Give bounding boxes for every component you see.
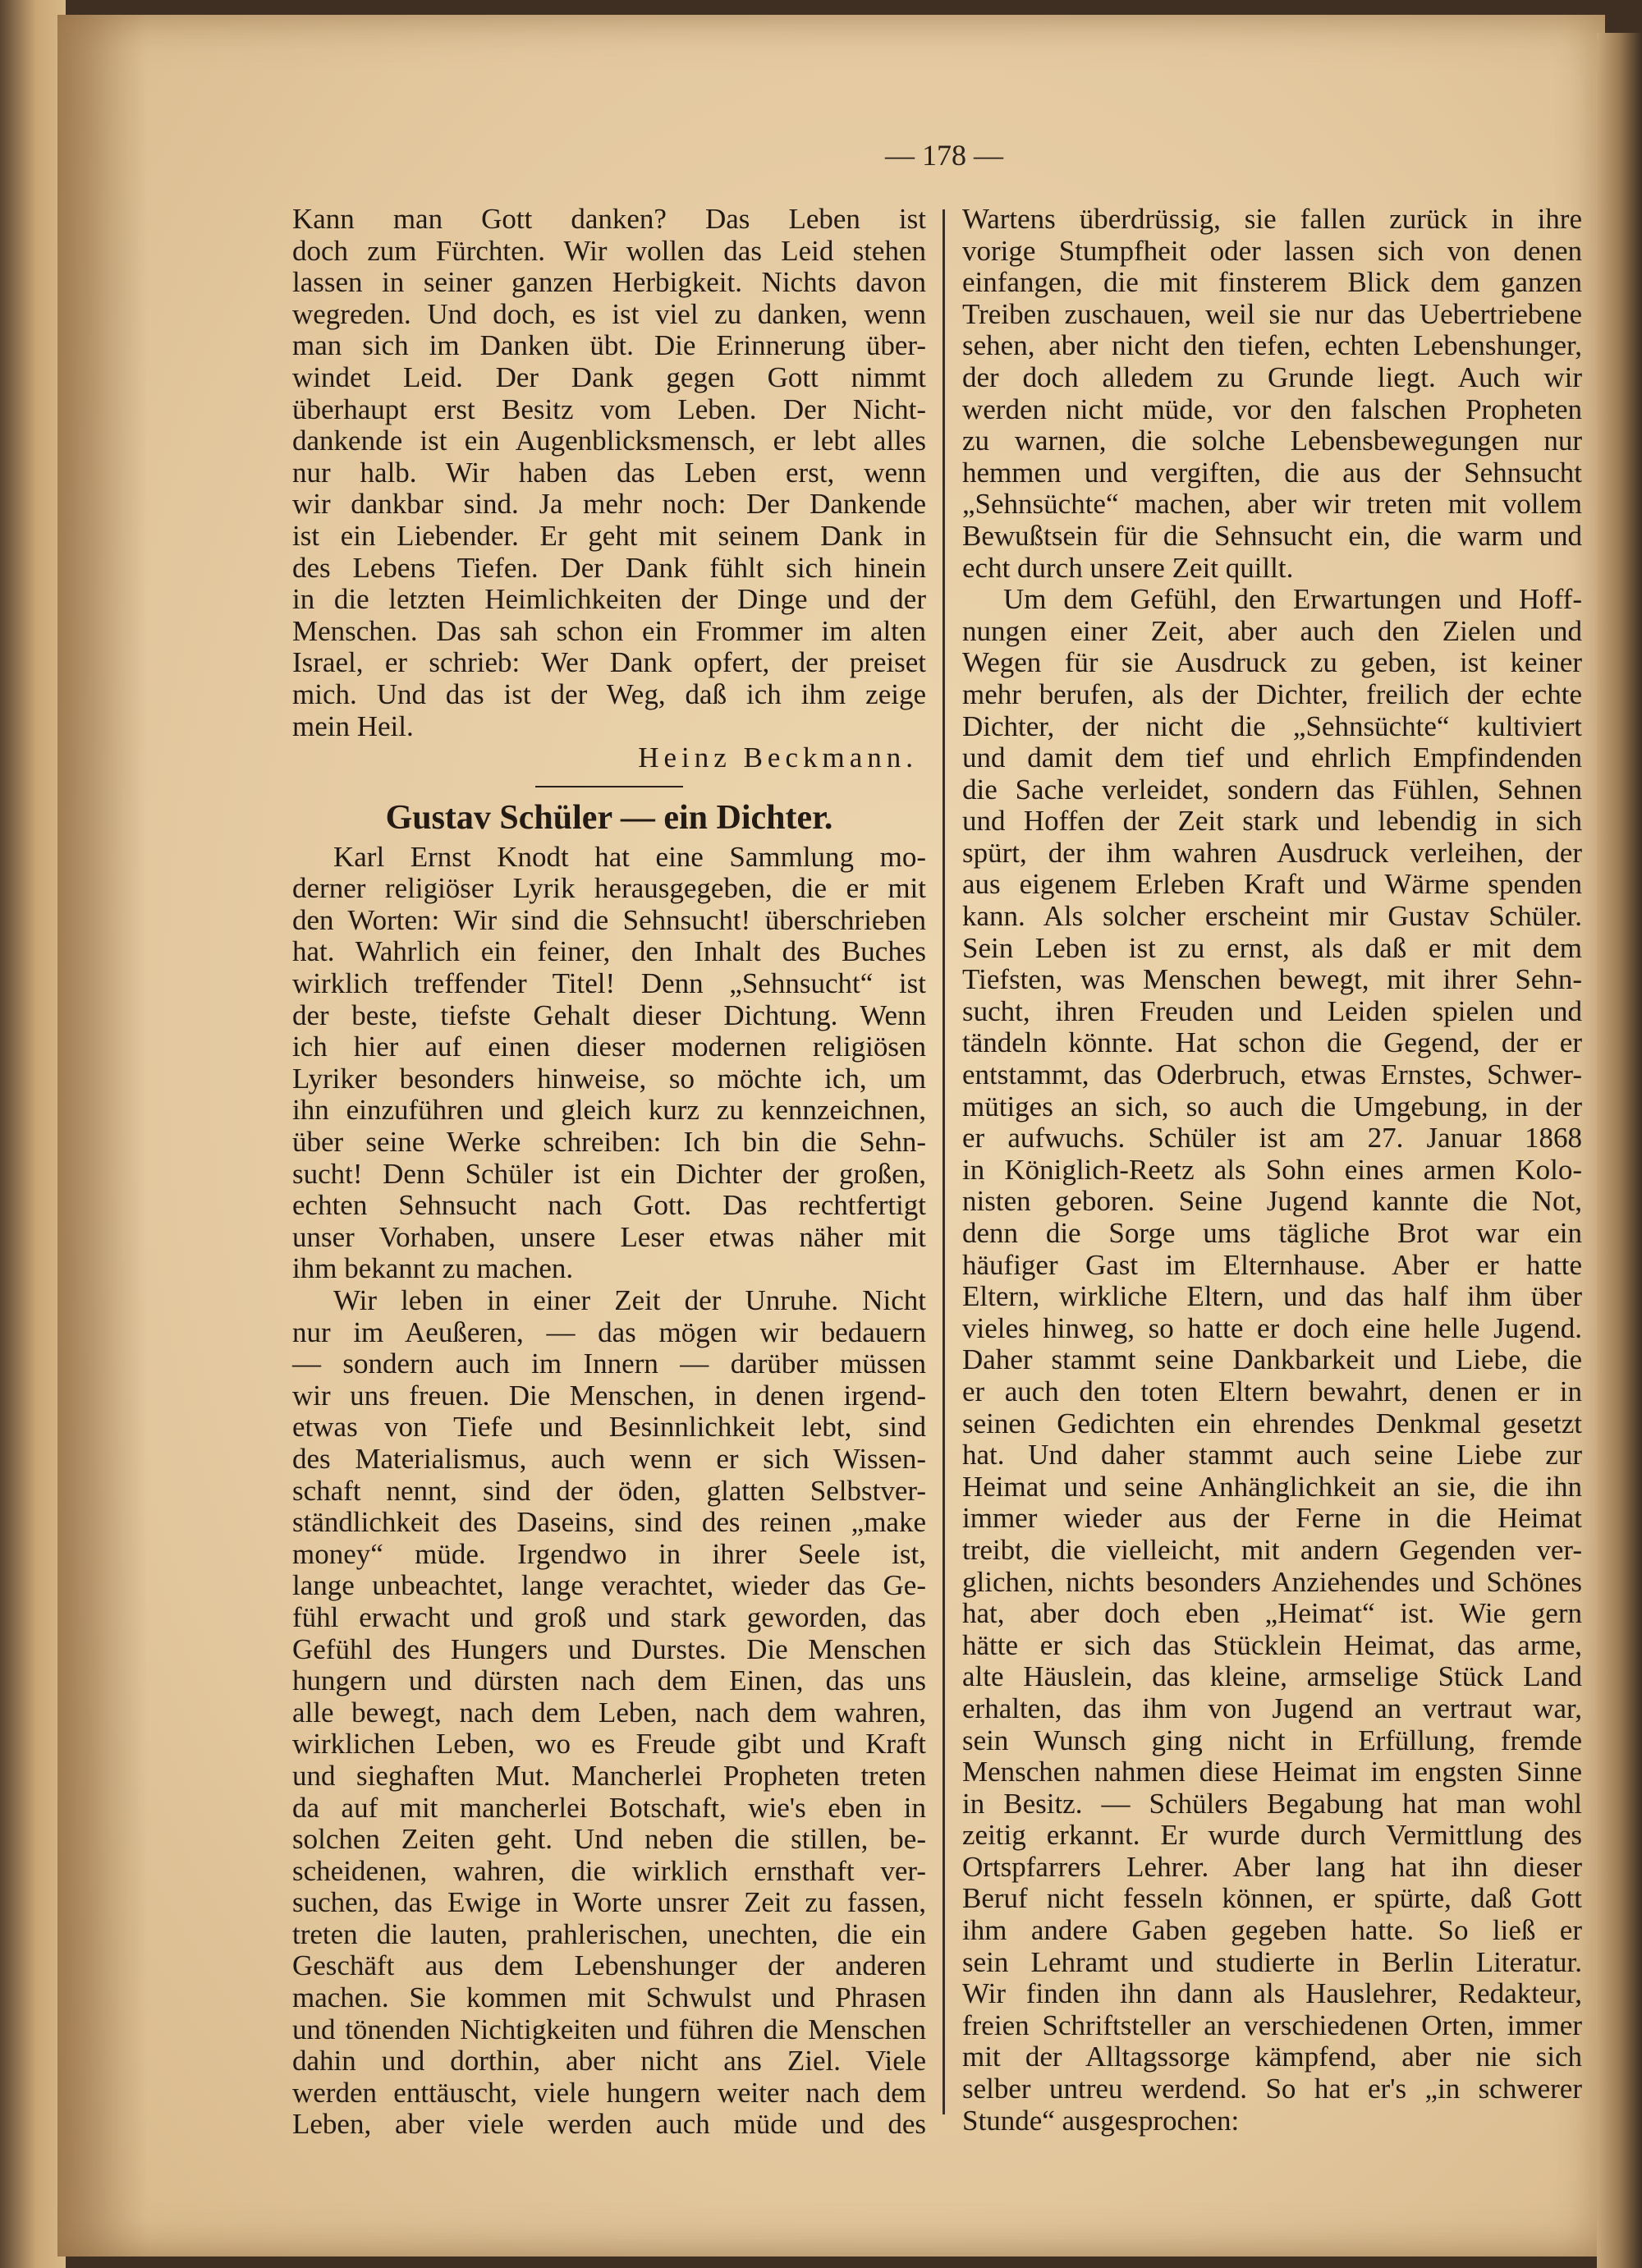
text-line: in Königlich-Reetz als Sohn eines armen Kolo- — [962, 1153, 1582, 1186]
text-line: Eltern, wirkliche Eltern, und das half ihm über — [962, 1280, 1582, 1313]
text-line: selber untreu werdend. So hat er's „in schwerer — [962, 2073, 1582, 2105]
text-line: nungen einer Zeit, aber auch den Zielen und — [962, 614, 1582, 647]
text-line: Tiefsten, was Menschen bewegt, mit ihrer Sehn- — [962, 963, 1582, 996]
text-line: aus eigenem Erleben Kraft und Wärme spenden — [962, 868, 1582, 901]
text-line: spürt, der ihm wahren Ausdruck verleihen, der — [962, 836, 1582, 869]
text-line: erhalten, das ihm von Jugend an vertraut war, — [962, 1692, 1582, 1724]
text-line: hat, aber doch eben „Heimat“ ist. Wie gern — [962, 1597, 1582, 1630]
intro-paragraph — [292, 204, 926, 742]
text-line: etwas von Tiefe und Besinnlichkeit lebt, sind — [292, 1411, 926, 1444]
text-line: in Besitz. — Schülers Begabung hat man wohl — [962, 1787, 1582, 1820]
text-line: denn die Sorge ums tägliche Brot war ein — [962, 1217, 1582, 1249]
text-line: Treiben zuschauen, weil sie nur das Uebertriebene — [962, 297, 1582, 330]
text-line: echten Sehnsucht nach Gott. Das rechtfertigt — [292, 1189, 926, 1222]
text-line: Menschen nahmen diese Heimat im engsten Sinne — [962, 1756, 1582, 1788]
text-line: ihm andere Gaben gegeben hatte. So ließ er — [962, 1914, 1582, 1947]
text-line: sein Lehramt und studierte in Berlin Literatur. — [962, 1945, 1582, 1978]
text-line: treibt, die vielleicht, mit andern Gegenden ver- — [962, 1533, 1582, 1566]
text-line: suchen, das Ewige in Worte unsrer Zeit zu fassen, — [292, 1886, 926, 1919]
text-line: den Worten: Wir sind die Sehnsucht! überschrieben — [292, 903, 926, 936]
text-line: hat. Wahrlich ein feiner, den Inhalt des Buches — [292, 935, 926, 968]
text-line: hätte er sich das Stücklein Heimat, das arme, — [962, 1628, 1582, 1661]
text-line: wir uns freuen. Die Menschen, in denen irgend- — [292, 1379, 926, 1412]
author-signature: Heinz Beckmann. — [638, 741, 918, 774]
text-line: Bewußtsein für die Sehnsucht ein, die warm und — [962, 519, 1582, 552]
text-line: der doch alledem zu Grunde liegt. Auch wir — [962, 360, 1582, 393]
book-binding — [0, 0, 66, 2268]
text-line: wirklichen Leben, wo es Freude gibt und Kraft — [292, 1728, 926, 1761]
text-line: wir dankbar sind. Ja mehr noch: Der Dankende — [292, 488, 926, 521]
text-line: werden nicht müde, vor den falschen Propheten — [962, 393, 1582, 425]
text-line: sucht, ihren Freuden und Leiden spielen und — [962, 994, 1582, 1027]
text-line: machen. Sie kommen mit Schwulst und Phrasen — [292, 1981, 926, 2014]
text-line: Daher stammt seine Dankbarkeit und Liebe, die — [962, 1343, 1582, 1376]
right-column — [962, 204, 1582, 2137]
text-line: Gefühl des Hungers und Durstes. Die Menschen — [292, 1632, 926, 1665]
text-line: zeitig erkannt. Er wurde durch Vermittlung des — [962, 1819, 1582, 1852]
text-line: dankende ist ein Augenblicksmensch, er lebt alles — [292, 425, 926, 457]
text-line: doch zum Fürchten. Wir wollen das Leid stehen — [292, 234, 926, 267]
text-line: mich. Und das ist der Weg, daß ich ihm zeige — [292, 677, 926, 710]
text-line: mein Heil. — [292, 709, 414, 742]
text-line: einfangen, die mit finsterem Blick dem ganzen — [962, 266, 1582, 299]
text-line: Wartens überdrüssig, sie fallen zurück in ihre — [962, 203, 1582, 235]
text-line: werden enttäuscht, viele hungern weiter nach dem — [292, 2076, 926, 2109]
text-line: ständlichkeit des Daseins, sind des reinen „make — [292, 1506, 926, 1539]
text-line: „Sehnsüchte“ machen, aber wir treten mit vollem — [962, 488, 1582, 521]
text-line: Wegen für sie Ausdruck zu geben, ist keiner — [962, 646, 1582, 679]
text-line: Lyriker besonders hinweise, so möchte ich, um — [292, 1062, 926, 1095]
text-line: solchen Zeiten geht. Und neben die stillen, be- — [292, 1823, 926, 1856]
text-line: Stunde“ ausgesprochen: — [962, 2104, 1240, 2137]
text-line: schaft nennt, sind der öden, glatten Selbstver- — [292, 1474, 926, 1507]
text-line: Ortspfarrers Lehrer. Aber lang hat ihn dieser — [962, 1850, 1582, 1883]
section-separator — [535, 786, 683, 787]
text-line: Israel, er schrieb: Wer Dank opfert, der preiset — [292, 646, 926, 679]
text-line: sehen, aber nicht den tiefen, echten Lebenshunger, — [962, 329, 1582, 362]
text-line: über seine Werke schreiben: Ich bin die Sehn- — [292, 1126, 926, 1159]
text-line: er aufwuchs. Schüler ist am 27. Januar 1868 — [962, 1122, 1582, 1155]
text-line: Wir leben in einer Zeit der Unruhe. Nicht — [333, 1284, 926, 1316]
continued-paragraph — [962, 204, 1582, 584]
text-line: treten die lauten, prahlerischen, unechten, die ein — [292, 1917, 926, 1950]
column-divider — [943, 209, 945, 2114]
text-line: ist ein Liebender. Er geht mit seinem Dank in — [292, 519, 926, 552]
text-line: windet Leid. Der Dank gegen Gott nimmt — [292, 360, 926, 393]
text-line: freien Schriftsteller an verschiedenen Orten, immer — [962, 2009, 1582, 2041]
text-line: und tönenden Nichtigkeiten und führen die Menschen — [292, 2013, 926, 2045]
text-line: lassen in seiner ganzen Herbigkeit. Nichts davon — [292, 266, 926, 299]
text-line: hat. Und daher stammt auch seine Liebe zur — [962, 1439, 1582, 1471]
text-line: Dichter, der nicht die „Sehnsüchte“ kultiviert — [962, 709, 1582, 742]
text-line: tändeln könnte. Hat schon die Gegend, der er — [962, 1026, 1582, 1059]
text-line: man sich im Danken übt. Die Erinnerung über- — [292, 329, 926, 362]
text-line: sein Wunsch ging nicht in Erfüllung, fremde — [962, 1724, 1582, 1756]
text-line: echt durch unsere Zeit quillt. — [962, 551, 1294, 584]
section-title: Gustav Schüler — ein Dichter. — [385, 798, 833, 837]
gutter-shadow — [57, 15, 148, 2257]
text-line: alle bewegt, nach dem Leben, nach dem wahren, — [292, 1696, 926, 1729]
text-line: zu warnen, die solche Lebensbewegungen nur — [962, 425, 1582, 457]
text-line: Beruf nicht fesseln können, er spürte, daß Gott — [962, 1882, 1582, 1915]
text-line: dahin und dorthin, aber nicht ans Ziel. Viele — [292, 2045, 926, 2077]
text-line: seinen Gedichten ein ehrendes Denkmal gesetzt — [962, 1407, 1582, 1439]
text-line: lange unbeachtet, lange verachtet, wieder das Ge- — [292, 1569, 926, 1602]
text-line: mehr berufen, als der Dichter, freilich der echte — [962, 677, 1582, 710]
text-line: überhaupt erst Besitz vom Leben. Der Nicht- — [292, 393, 926, 425]
text-line: immer wieder aus der Ferne in die Heimat — [962, 1502, 1582, 1535]
text-line: fühl erwacht und groß und stark geworden, das — [292, 1600, 926, 1633]
text-line: mit der Alltagssorge kämpfend, aber nie sich — [962, 2041, 1582, 2073]
text-line: entstammt, das Oderbruch, etwas Ernstes, Schwer- — [962, 1058, 1582, 1091]
text-line: Um dem Gefühl, den Erwartungen und Hoff- — [1003, 583, 1582, 616]
text-line: Geschäft aus dem Lebenshunger der anderen — [292, 1949, 926, 1982]
text-line: wirklich treffender Titel! Denn „Sehnsucht“ ist — [292, 967, 926, 1000]
text-line: nur halb. Wir haben das Leben erst, wenn — [292, 456, 926, 489]
biography-paragraph — [962, 584, 1582, 2137]
text-line: und Hoffen der Zeit stark und lebendig in sich — [962, 805, 1582, 838]
text-line: die Sache verleidet, sondern das Fühlen, Sehnen — [962, 773, 1582, 806]
page-edge — [1597, 33, 1642, 2268]
text-line: er auch den toten Eltern bewahrt, denen er in — [962, 1375, 1582, 1407]
article-paragraph-2 — [292, 1285, 926, 2141]
text-line: derner religiöser Lyrik herausgegeben, die er mit — [292, 872, 926, 905]
text-line: sucht! Denn Schüler ist ein Dichter der großen, — [292, 1157, 926, 1190]
text-line: häufiger Gast im Elternhause. Aber er hatte — [962, 1248, 1582, 1281]
text-line: und damit dem tief und ehrlich Empfindenden — [962, 741, 1582, 774]
text-line: alte Häuslein, das kleine, armselige Stück Land — [962, 1660, 1582, 1693]
text-line: Wir finden ihn dann als Hauslehrer, Redakteur, — [962, 1977, 1582, 2010]
text-line: Leben, aber viele werden auch müde und des — [292, 2108, 926, 2141]
text-line: da auf mit mancherlei Botschaft, wie's eben in — [292, 1791, 926, 1824]
text-line: der beste, tiefste Gehalt dieser Dichtung. Wenn — [292, 999, 926, 1031]
text-line: Kann man Gott danken? Das Leben ist — [292, 203, 926, 235]
text-line: mütiges an sich, so auch die Umgebung, in der — [962, 1090, 1582, 1123]
text-line: Menschen. Das sah schon ein Frommer im alten — [292, 614, 926, 647]
text-line: nur im Aeußeren, — das mögen wir bedauern — [292, 1315, 926, 1348]
text-line: — sondern auch im Innern — darüber müssen — [292, 1347, 926, 1380]
text-line: Karl Ernst Knodt hat eine Sammlung mo- — [333, 840, 926, 873]
text-line: und sieghaften Mut. Mancherlei Propheten treten — [292, 1759, 926, 1792]
text-line: scheidenen, wahren, die wirklich ernsthaft ver- — [292, 1854, 926, 1887]
text-line: in die letzten Heimlichkeiten der Dinge und der — [292, 583, 926, 616]
text-line: kann. Als solcher erscheint mir Gustav Schüler. — [962, 900, 1582, 933]
text-line: ihn einzuführen und gleich kurz zu kennzeichnen, — [292, 1094, 926, 1127]
text-line: Heimat und seine Anhänglichkeit an sie, die ihn — [962, 1470, 1582, 1503]
article-paragraph-1 — [292, 842, 926, 1285]
text-line: glichen, nichts besonders Anziehendes und Schönes — [962, 1565, 1582, 1598]
text-line: hemmen und vergiften, die aus der Sehnsucht — [962, 456, 1582, 489]
text-line: des Materialismus, auch wenn er sich Wissen- — [292, 1442, 926, 1475]
text-line: vorige Stumpfheit oder lassen sich von denen — [962, 234, 1582, 267]
text-line: wegreden. Und doch, es ist viel zu danken, wenn — [292, 297, 926, 330]
text-line: des Lebens Tiefen. Der Dank fühlt sich hinein — [292, 551, 926, 584]
text-line: ich hier auf einen dieser modernen religiösen — [292, 1031, 926, 1063]
text-line: ihm bekannt zu machen. — [292, 1252, 574, 1285]
text-line: unser Vorhaben, unsere Leser etwas näher mit — [292, 1220, 926, 1253]
page-number: — 178 — — [885, 139, 1003, 172]
text-line: hungern und dürsten nach dem Einen, das uns — [292, 1664, 926, 1697]
left-column — [292, 204, 926, 2141]
text-line: Sein Leben ist zu ernst, als daß er mit dem — [962, 931, 1582, 964]
text-line: money“ müde. Irgendwo in ihrer Seele ist, — [292, 1537, 926, 1570]
text-line: nisten geboren. Seine Jugend kannte die Not, — [962, 1185, 1582, 1218]
text-line: vieles hinweg, so hatte er doch eine helle Jugend. — [962, 1311, 1582, 1344]
